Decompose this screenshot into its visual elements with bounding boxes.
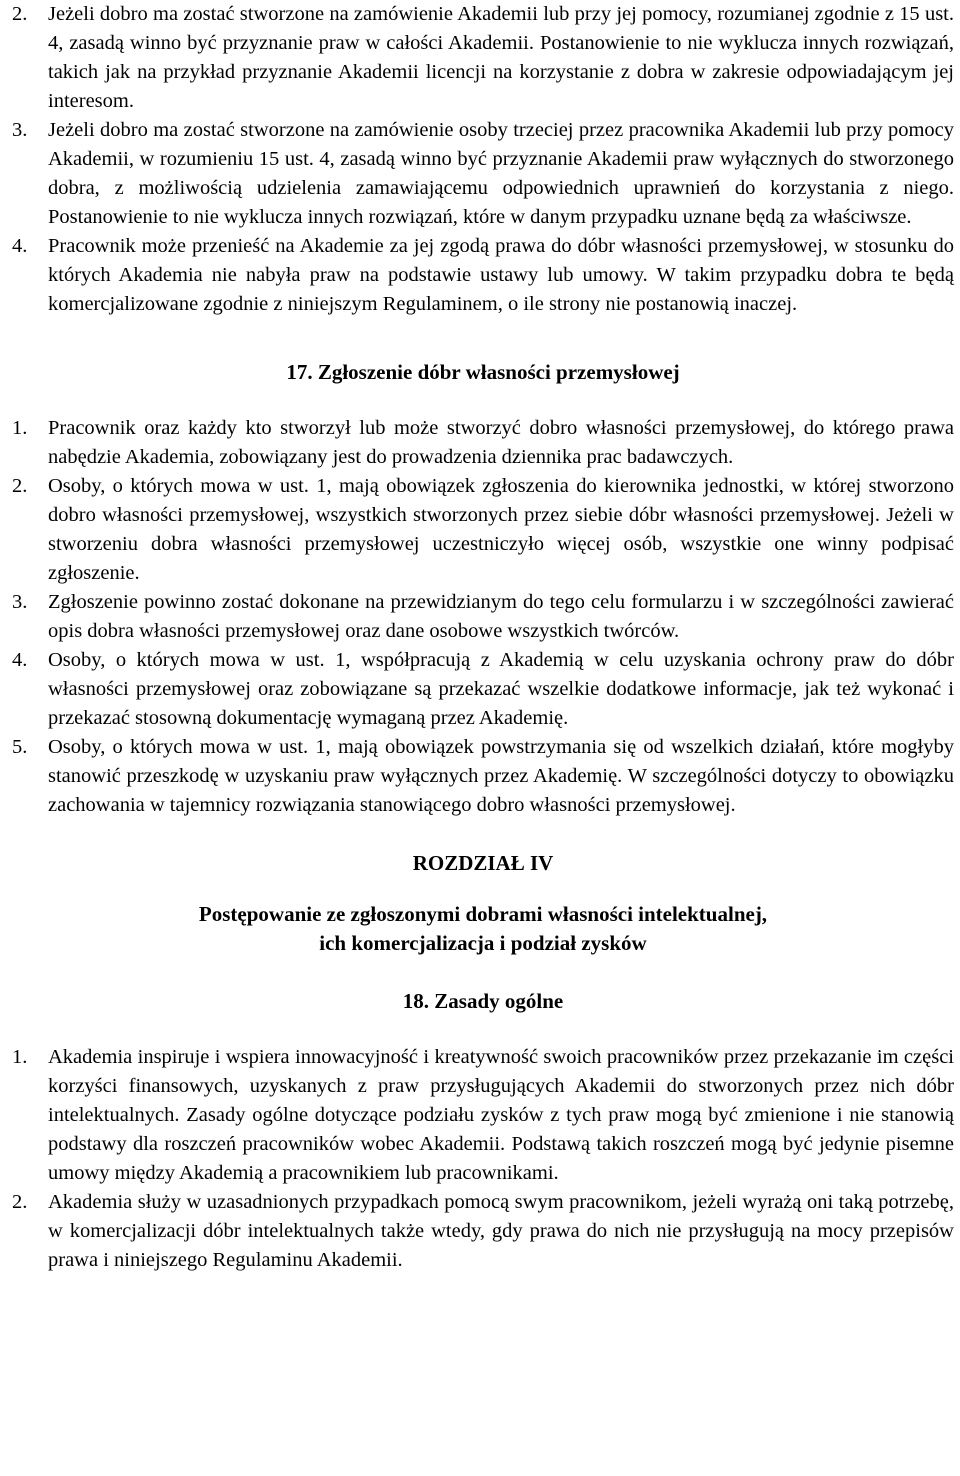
item-number: 2. [12,1191,28,1213]
item-text: Osoby, o których mowa w ust. 1, współpracują z Akademią w celu uzyskania ochrony praw do dóbr własności przemysłowej oraz zobowiązane są przekazać wszelkie dodatkowe informacje, jak też wykonać i przekazać stosowną dokumentację wymaganą przez Akademię. [48,649,954,729]
list-item [12,588,954,646]
list-item [12,646,954,733]
item-text: Osoby, o których mowa w ust. 1, mają obowiązek powstrzymania się od wszelkich działań, które mogłyby stanowić przeszkodę w uzyskaniu praw wyłącznych przez Akademię. W szczególności dotyczy to obowiązku zachowania w tajemnicy rozwiązania stanowiącego dobro własności przemysłowej. [48,736,954,816]
item-text: Pracownik oraz każdy kto stworzył lub może stworzyć dobro własności przemysłowej, do którego prawa nabędzie Akademia, zobowiązany jest do prowadzenia dziennika prac badawczych. [48,417,954,468]
item-number: 4. [12,649,28,671]
chapter-title: ROZDZIAŁ IV [412,851,554,875]
item-text: Jeżeli dobro ma zostać stworzone na zamówienie Akademii lub przy jej pomocy, rozumianej zgodnie z 15 ust. 4, zasadą winno być przyznanie praw w całości Akademii. Postanowienie to nie wyklucza innych rozwiązań, takich jak na przykład przyznanie Akademii licencji na korzystanie z dobra w zakresie odpowiadającym jej interesom. [48,3,954,112]
item-number: 2. [12,3,28,25]
item-number: 3. [12,119,28,141]
item-number: 5. [12,736,28,758]
list-item [12,1188,954,1275]
top-item-list [12,0,954,319]
chapter-subtitle [12,900,954,958]
list-item [12,472,954,588]
item-text: Zgłoszenie powinno zostać dokonane na przewidzianym do tego celu formularzu i w szczególności zawierać opis dobra własności przemysłowej oraz dane osobowe wszystkich twórców. [48,591,954,642]
item-text: Akademia służy w uzasadnionych przypadkach pomocą swym pracownikom, jeżeli wyrażą oni taką potrzebę, w komercjalizacji dóbr intelektualnych także wtedy, gdy prawa do nich nie przysługują na mocy przepisów prawa i niniejszego Regulaminu Akademii. [48,1191,954,1271]
list-item [12,0,954,116]
item-number: 1. [12,417,28,439]
list-item [12,1043,954,1188]
section-18-list [12,1043,954,1275]
list-item [12,414,954,472]
item-number: 1. [12,1046,28,1068]
list-item [12,733,954,820]
list-item [12,116,954,232]
item-number: 3. [12,591,28,613]
item-number: 2. [12,475,28,497]
item-text: Akademia inspiruje i wspiera innowacyjność i kreatywność swoich pracowników przez przekazanie im części korzyści finansowych, uzyskanych z praw przysługujących Akademii do stworzonych przez nich dóbr intelektualnych. Zasady ogólne dotyczące podziału zysków z tych praw mogą być zmienione i nie stanowią podstawy dla roszczeń pracowników wobec Akademii. Podstawą takich roszczeń mogą być jedynie pisemne umowy między Akademią a pracownikiem lub pracownikami. [48,1046,954,1184]
chapter-subtitle-line-2: ich komercjalizacja i podział zysków [319,931,647,955]
item-text: Jeżeli dobro ma zostać stworzone na zamówienie osoby trzeciej przez pracownika Akademii lub przy pomocy Akademii, w rozumieniu 15 ust. 4, zasadą winno być przyznanie Akademii praw wyłącznych do stworzonego dobra, z możliwością udzielenia zamawiającemu odpowiednich uprawnień do korzystania z niego. Postanowienie to nie wyklucza innych rozwiązań, które w danym przypadku uznane będą za właściwsze. [48,119,954,228]
chapter-subtitle-line-1: Postępowanie ze zgłoszonymi dobrami własności intelektualnej, [198,902,768,926]
item-text: Osoby, o których mowa w ust. 1, mają obowiązek zgłoszenia do kierownika jednostki, w której stworzono dobro własności przemysłowej, wszystkich stworzonych przez siebie dóbr własności przemysłowej. Jeżeli w stworzeniu dobra własności przemysłowej uczestniczyło więcej osób, wszystkie one winny podpisać zgłoszenie. [48,475,954,584]
list-item [12,232,954,319]
section-17-list [12,414,954,820]
section-18-heading: 18. Zasady ogólne [402,989,564,1013]
section-17-heading: 17. Zgłoszenie dóbr własności przemysłowej [286,360,680,384]
item-text: Pracownik może przenieść na Akademie za jej zgodą prawa do dóbr własności przemysłowej, w stosunku do których Akademia nie nabyła praw na podstawie ustawy lub umowy. W takim przypadku dobra te będą komercjalizowane zgodnie z niniejszym Regulaminem, o ile strony nie postanowią inaczej. [48,235,954,315]
item-number: 4. [12,235,28,257]
